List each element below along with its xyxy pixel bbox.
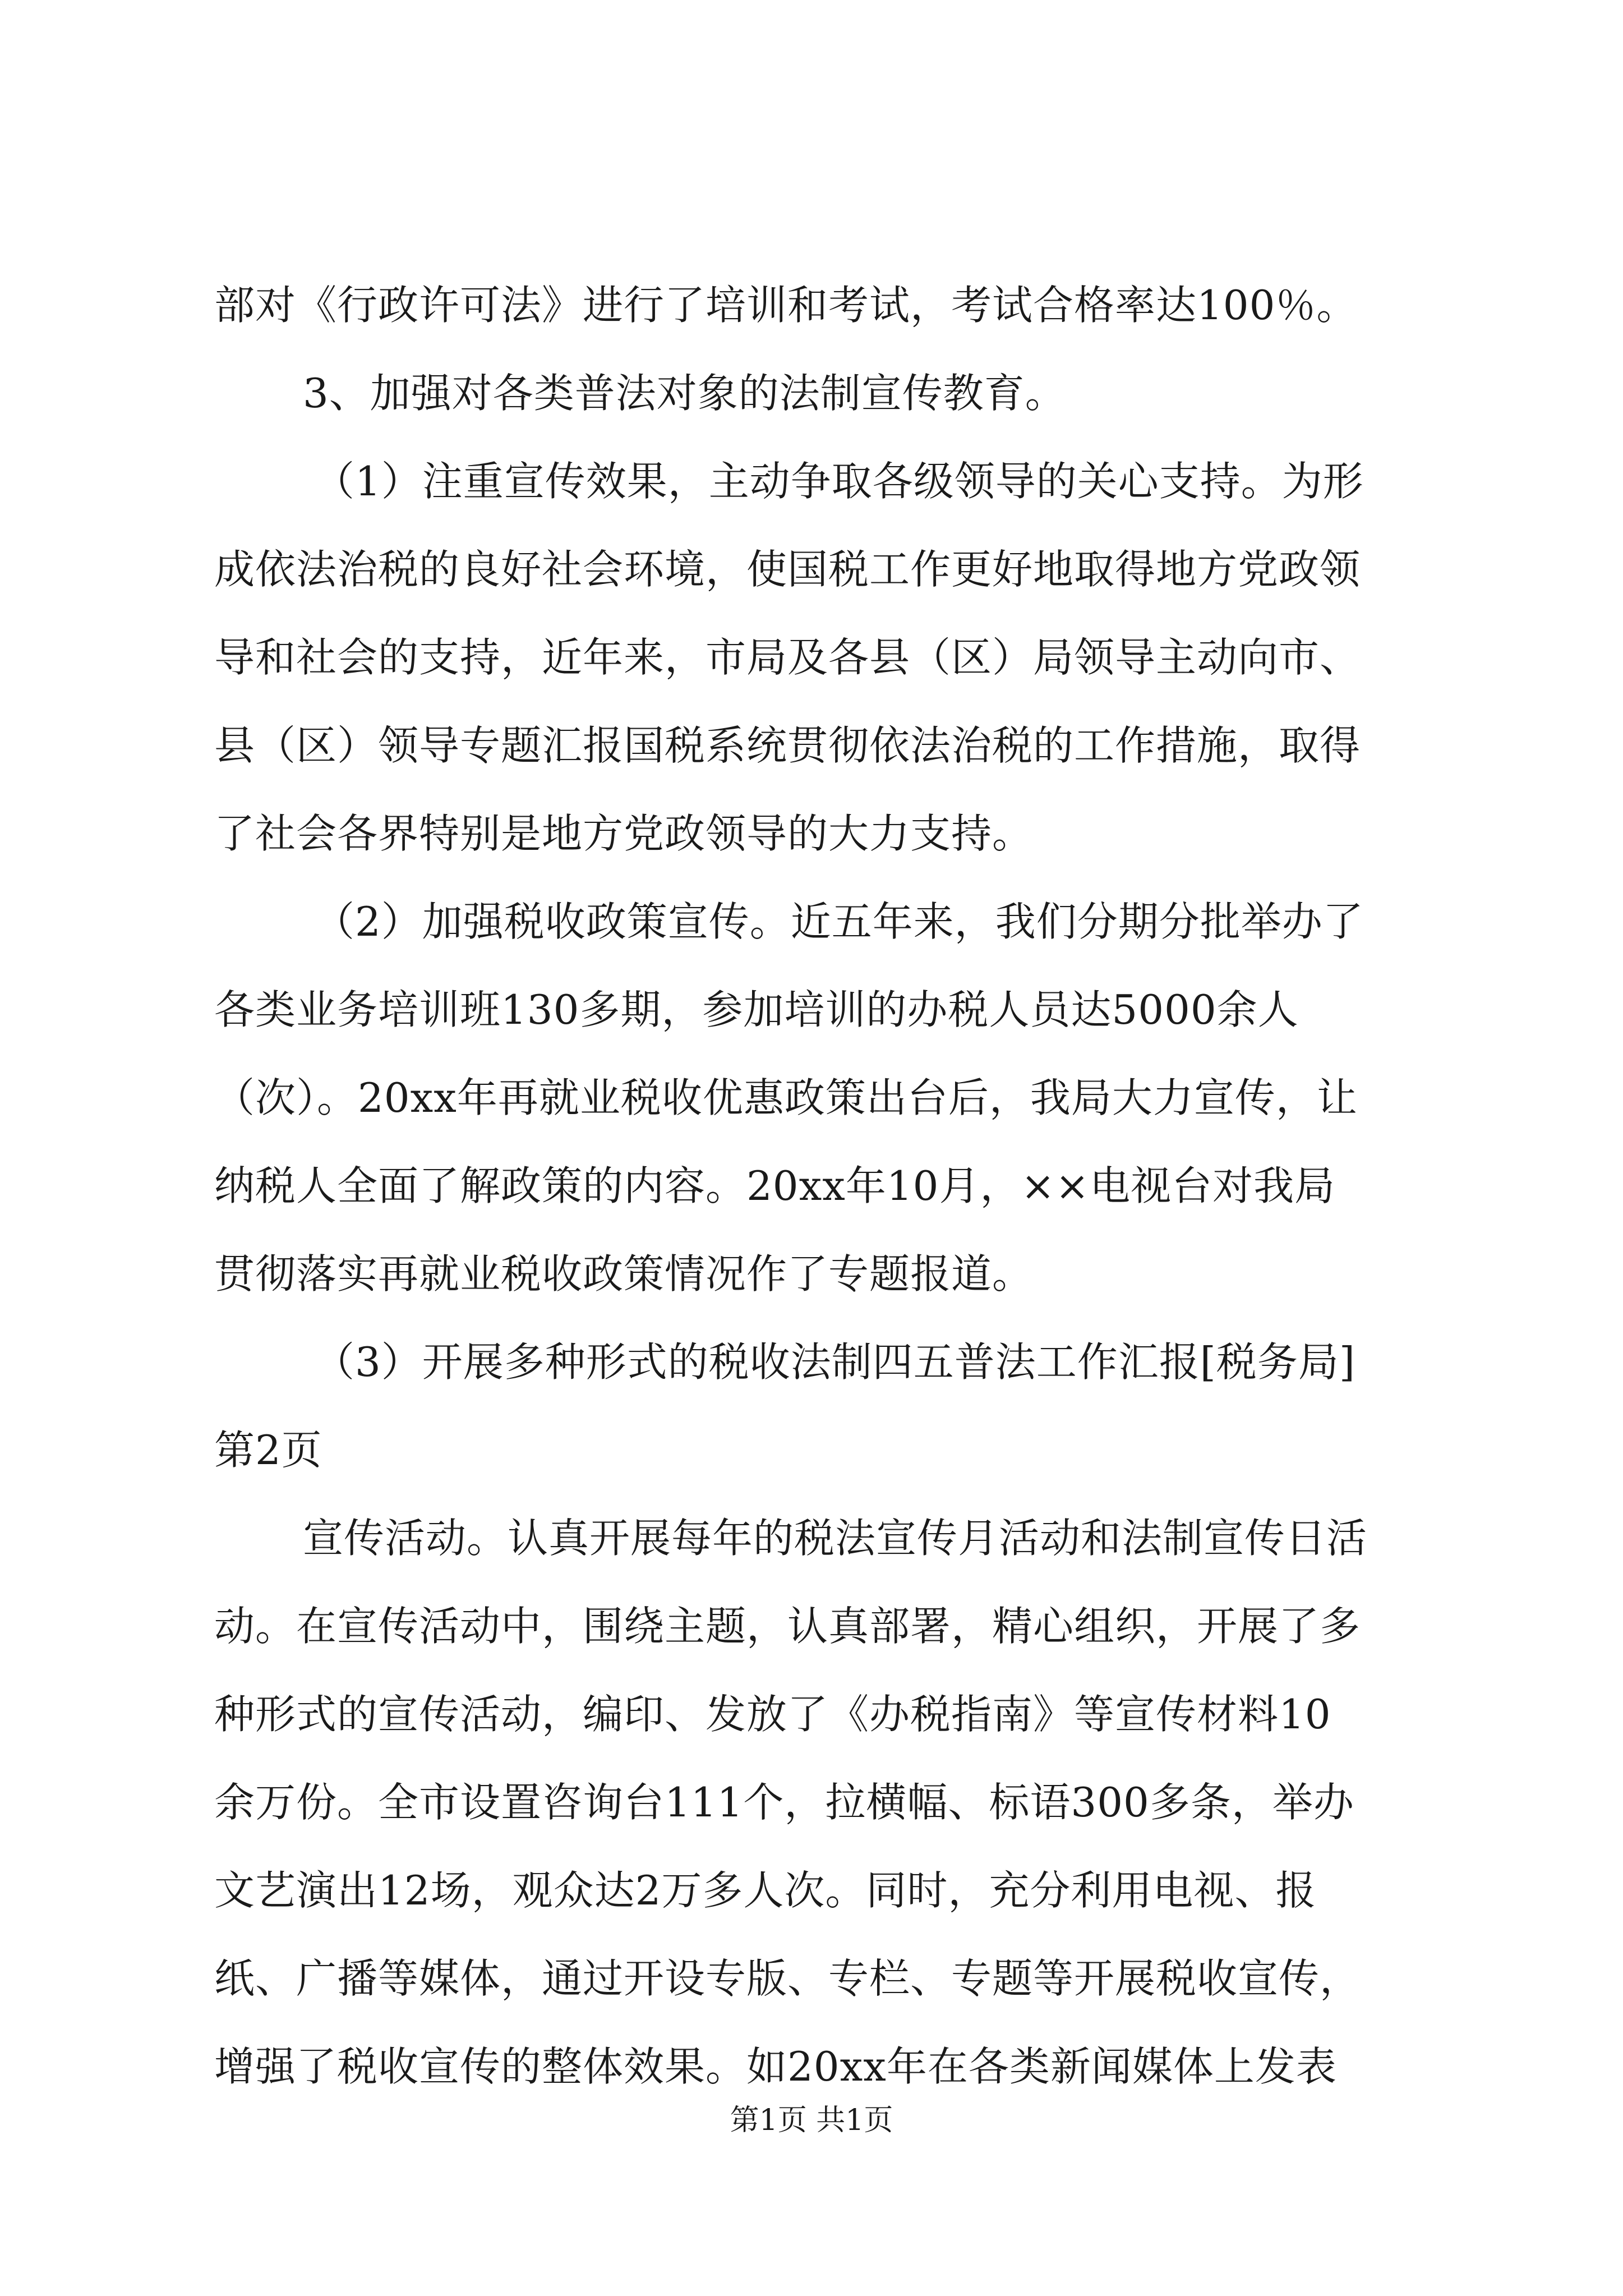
text-line: 贯彻落实再就业税收政策情况作了专题报道。 bbox=[214, 1250, 1034, 1297]
text-line: （次）。20xx年再就业税收优惠政策出台后，我局大力宣传，让 bbox=[214, 1074, 1358, 1121]
inline-page-marker: 第2页 bbox=[214, 1427, 322, 1474]
page-footer: 第1页 共1页 bbox=[730, 2104, 893, 2137]
text-line: 县（区）领导专题汇报国税系统贯彻依法治税的工作措施，取得 bbox=[214, 722, 1361, 769]
text-line: 纳税人全面了解政策的内容。20xx年10月，××电视台对我局 bbox=[214, 1162, 1336, 1209]
text-line: 纸、广播等媒体，通过开设专版、专栏、专题等开展税收宣传， bbox=[214, 1955, 1361, 2002]
text-line: 各类业务培训班130多期，参加培训的办税人员达5000余人 bbox=[214, 986, 1299, 1033]
text-line: 部对《行政许可法》进行了培训和考试，考试合格率达100％。 bbox=[214, 282, 1358, 329]
text-line: 余万份。全市设置咨询台111个，拉横幅、标语300多条，举办 bbox=[214, 1779, 1354, 1826]
text-line: 导和社会的支持，近年来，市局及各县（区）局领导主动向市、 bbox=[214, 634, 1361, 681]
text-line: 种形式的宣传活动，编印、发放了《办税指南》等宣传材料10 bbox=[214, 1691, 1331, 1738]
paragraph-start: （3）开展多种形式的税收法制四五普法工作汇报[税务局] bbox=[314, 1338, 1355, 1386]
paragraph-start: （1）注重宣传效果，主动争取各级领导的关心支持。为形 bbox=[314, 458, 1364, 505]
text-line: 动。在宣传活动中，围绕主题，认真部署，精心组织，开展了多 bbox=[214, 1603, 1361, 1650]
text-line: 增强了税收宣传的整体效果。如20xx年在各类新闻媒体上发表 bbox=[214, 2043, 1337, 2090]
paragraph-start: （2）加强税收政策宣传。近五年来，我们分期分批举办了 bbox=[314, 898, 1364, 945]
section-heading: 3、加强对各类普法对象的法制宣传教育。 bbox=[303, 370, 1066, 417]
text-line: 了社会各界特别是地方党政领导的大力支持。 bbox=[214, 810, 1034, 857]
paragraph-start: 宣传活动。认真开展每年的税法宣传月活动和法制宣传日活 bbox=[303, 1515, 1368, 1562]
text-line: 文艺演出12场，观众达2万多人次。同时，充分利用电视、报 bbox=[214, 1867, 1317, 1914]
document-body bbox=[214, 261, 1420, 2111]
text-line: 成依法治税的良好社会环境，使国税工作更好地取得地方党政领 bbox=[214, 546, 1361, 593]
